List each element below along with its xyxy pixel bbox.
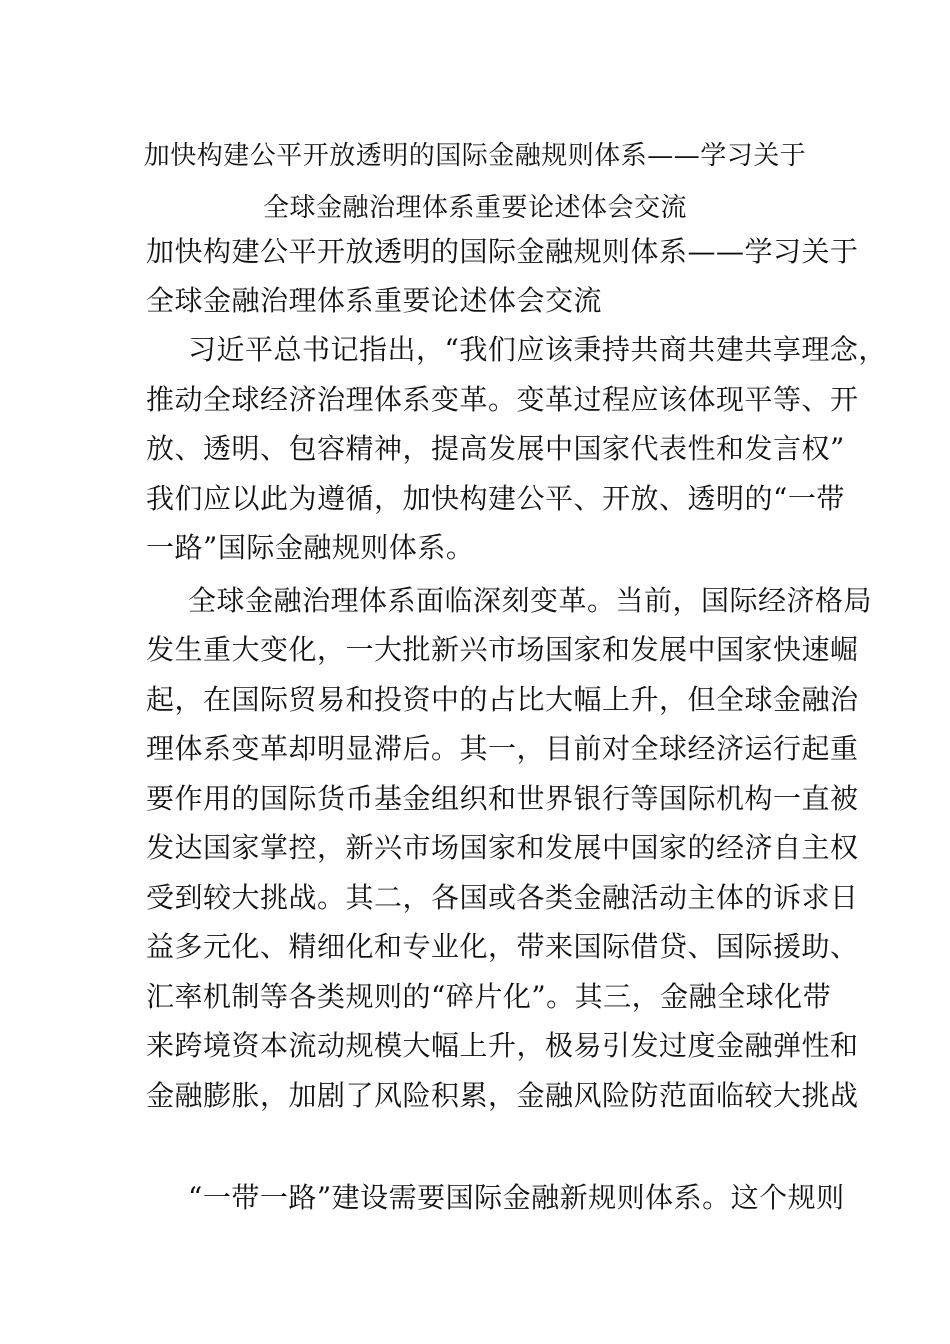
paragraph-1-line-1: 习近平总书记指出，“我们应该秉持共商共建共享理念， xyxy=(188,333,887,366)
title-line-2: 全球金融治理体系重要论述体会交流 xyxy=(262,193,687,223)
paragraph-2-line-4: 理体系变革却明显滞后。其一，目前对全球经济运行起重 xyxy=(146,732,859,765)
paragraph-2-line-2: 发生重大变化，一大批新兴市场国家和发展中国家快速崛 xyxy=(146,633,859,666)
paragraph-2-line-5: 要作用的国际货币基金组织和世界银行等国际机构一直被 xyxy=(146,782,859,815)
title-line-1: 加快构建公平开放透明的国际金融规则体系——学习关于 xyxy=(143,141,807,171)
subtitle-line-1: 加快构建公平开放透明的国际金融规则体系——学习关于 xyxy=(146,235,859,268)
paragraph-2-line-11: 金融膨胀，加剧了风险积累，金融风险防范面临较大挑战 xyxy=(146,1079,859,1112)
document-title xyxy=(0,130,950,234)
paragraph-2-line-7: 受到较大挑战。其二，各国或各类金融活动主体的诉求日 xyxy=(146,881,859,914)
paragraph-2-line-9: 汇率机制等各类规则的“碎片化”。其三，金融全球化带 xyxy=(146,980,832,1013)
paragraph-1-line-4: 我们应以此为遵循，加快构建公平、开放、透明的“一带 xyxy=(146,482,845,515)
paragraph-1-line-5: 一路”国际金融规则体系。 xyxy=(146,531,475,564)
paragraph-2-line-6: 发达国家掌控，新兴市场国家和发展中国家的经济自主权 xyxy=(146,831,859,864)
subtitle-line-2: 全球金融治理体系重要论述体会交流 xyxy=(146,284,603,317)
paragraph-1-line-3: 放、透明、包容精神，提高发展中国家代表性和发言权” xyxy=(146,432,845,465)
paragraph-2-line-8: 益多元化、精细化和专业化，带来国际借贷、国际援助、 xyxy=(146,930,859,963)
paragraph-3-line-1: “一带一路”建设需要国际金融新规则体系。这个规则 xyxy=(188,1181,845,1214)
paragraph-2-line-3: 起，在国际贸易和投资中的占比大幅上升，但全球金融治 xyxy=(146,683,859,716)
paragraph-2-line-1: 全球金融治理体系面临深刻变革。当前，国际经济格局 xyxy=(188,584,873,617)
paragraph-2-line-10: 来跨境资本流动规模大幅上升，极易引发过度金融弹性和 xyxy=(146,1029,859,1062)
paragraph-1-line-2: 推动全球经济治理体系变革。变革过程应该体现平等、开 xyxy=(146,383,859,416)
